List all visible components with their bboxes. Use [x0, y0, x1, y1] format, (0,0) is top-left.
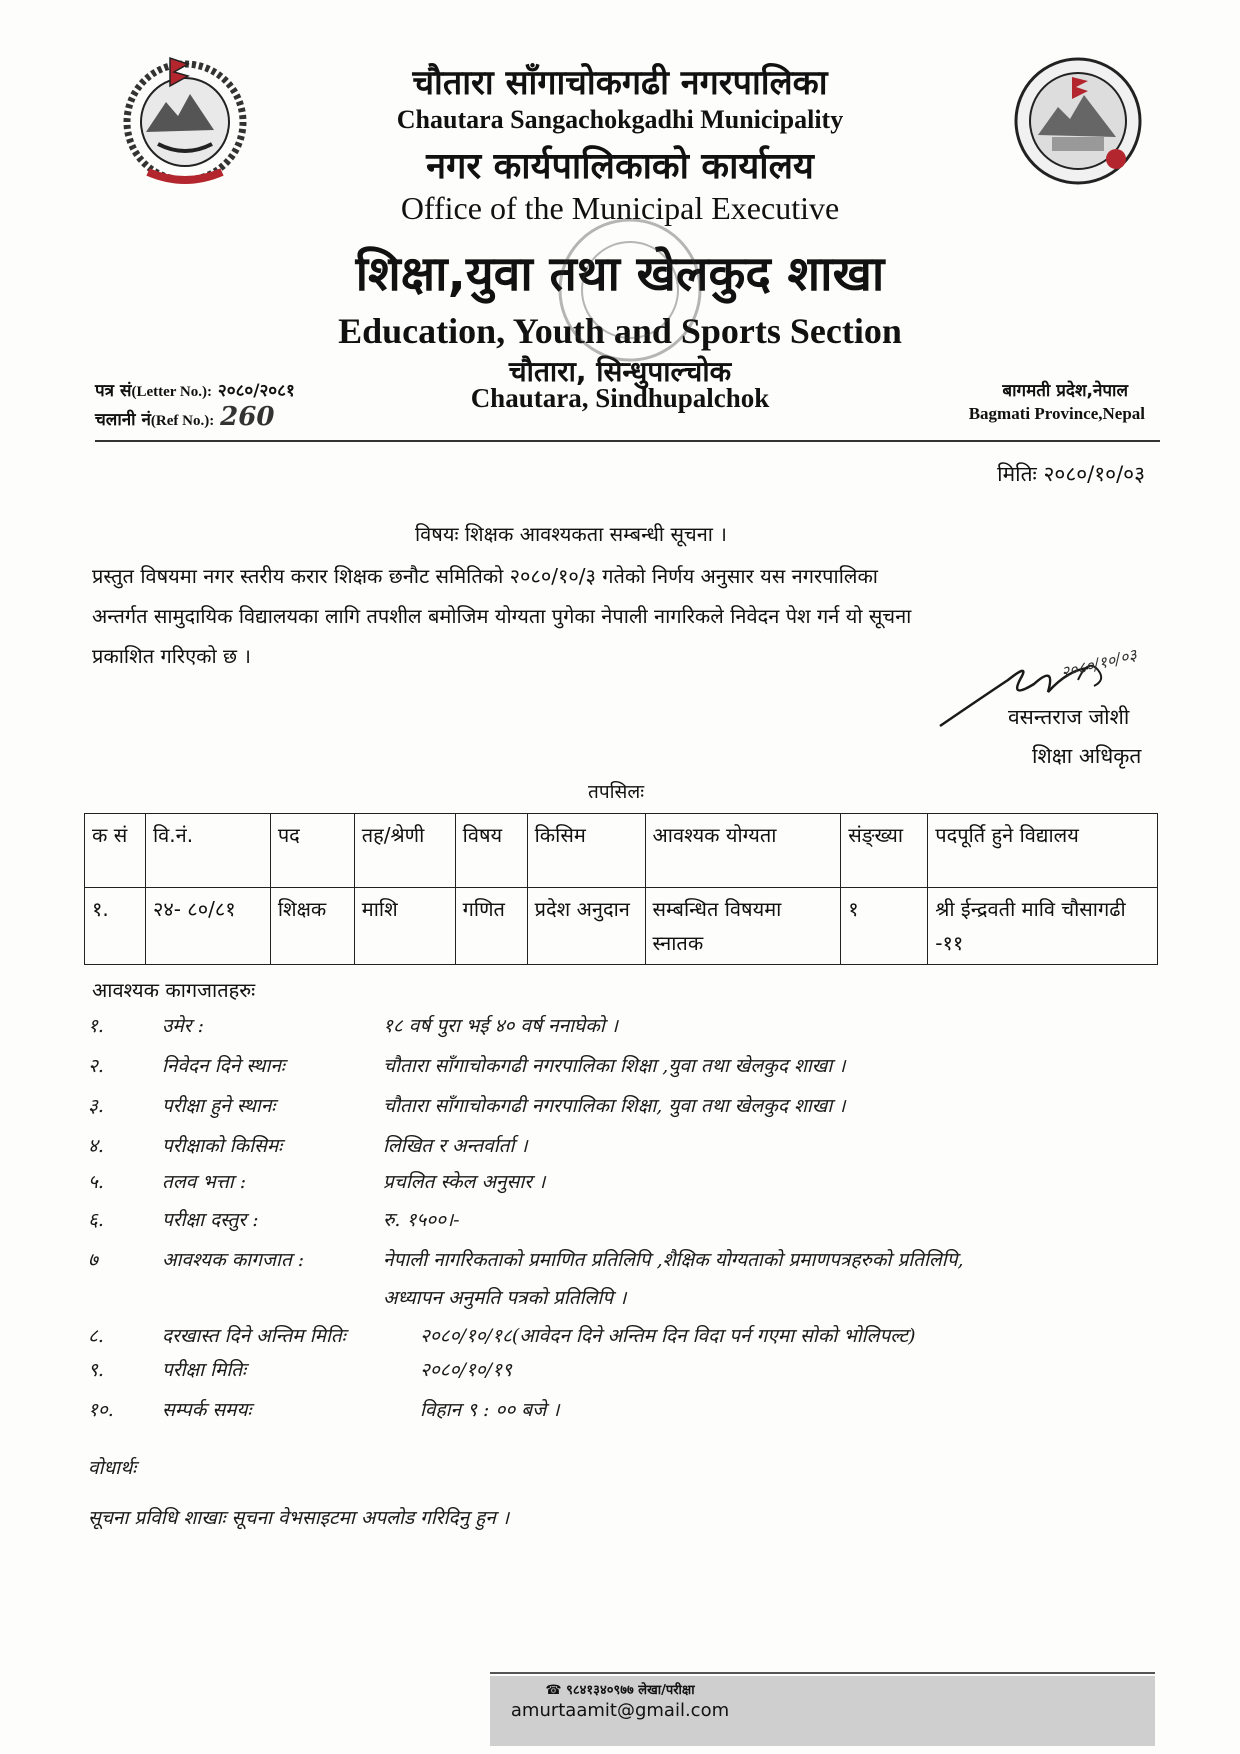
cell-adv-no: २४- ८०/८१: [145, 888, 270, 965]
item-number: ५.: [88, 1171, 104, 1193]
ref-no-value: 260: [220, 402, 275, 432]
item-number: ८.: [88, 1325, 104, 1347]
province-en-text: Bagmati Province,Nepal: [968, 404, 1145, 423]
cell-level: माशि: [354, 888, 455, 965]
item-number: ३.: [88, 1095, 104, 1117]
details-heading: तपसिलः: [588, 781, 645, 803]
item-value: नेपाली नागरिकताको प्रमाणित प्रतिलिपि ,शैक्षिक योग्यताको प्रमाणपत्रहरुको प्रतिलिपि,: [383, 1249, 964, 1271]
item-number: १.: [88, 1015, 104, 1037]
table-header-row: [85, 814, 1158, 888]
cell-type: प्रदेश अनुदान: [527, 888, 645, 965]
body-line-2: अन्तर्गत सामुदायिक विद्यालयका लागि तपशील बमोजिम योग्यता पुगेका नेपाली नागरिकले निवेदन पेश गर्न यो सूचना: [92, 604, 912, 628]
cc-line: सूचना प्रविधि शाखाः सूचना वेभसाइटमा अपलोड गरिदिनु हुन ।: [88, 1507, 510, 1529]
col-header-count: संङ्ख्या: [841, 814, 928, 888]
place-en: Chautara, Sindhupalchok: [470, 383, 770, 413]
province-np: बागमती प्रदेश,नेपाल: [1002, 381, 1128, 401]
table-row: [85, 888, 1158, 965]
org-name-np: चौतारा साँगाचोकगढी नगरपालिका: [412, 63, 828, 103]
col-header-school: पदपूर्ति हुने विद्यालय: [928, 814, 1158, 888]
item-value: २०८०/१०/१९: [420, 1359, 512, 1381]
footer-phone: [0, 1680, 1240, 1698]
item-label: उमेर :: [162, 1015, 204, 1037]
col-header-type: किसिम: [527, 814, 645, 888]
office-name-en: Office of the Municipal Executive: [400, 190, 840, 226]
footer-phone-text: ९८४१३४०९७७ लेखा/परीक्षा: [566, 1683, 695, 1698]
vacancy-table: [84, 813, 1158, 965]
item-label: परीक्षाको किसिमः: [162, 1135, 283, 1157]
cell-subject: गणित: [455, 888, 527, 965]
body-line-1: प्रस्तुत विषयमा नगर स्तरीय करार शिक्षक छनौट समितिको २०८०/१०/३ गतेको निर्णय अनुसार यस नगरपालिका: [92, 564, 878, 588]
item-value: २०८०/१०/१८(आवेदन दिने अन्तिम दिन विदा पर्न गएमा सोको भोलिपल्ट): [420, 1325, 916, 1347]
col-header-qualification: आवश्यक योग्यता: [645, 814, 841, 888]
phone-icon: ☎: [545, 1683, 562, 1698]
item-value: चौतारा साँगाचोकगढी नगरपालिका शिक्षा ,युवा तथा खेलकुद शाखा ।: [383, 1055, 846, 1077]
col-header-sn: क सं: [85, 814, 146, 888]
signature-date: २०८०/१०/०३: [1058, 644, 1139, 683]
col-header-adv-no: वि.नं.: [145, 814, 270, 888]
item-number: ७: [88, 1249, 98, 1271]
letter-no-label-en: (Letter No.):: [131, 384, 212, 400]
item-value: लिखित र अन्तर्वार्ता ।: [383, 1135, 528, 1157]
item-number: ९.: [88, 1359, 104, 1381]
subject-line: विषयः शिक्षक आवश्यकता सम्बन्धी सूचना ।: [415, 522, 727, 546]
cc-heading: वोधार्थः: [88, 1457, 137, 1479]
cell-count: १: [841, 888, 928, 965]
cell-school: श्री ईन्द्रवती मावि चौसागढी -११: [928, 888, 1158, 965]
office-stamp: [555, 215, 705, 365]
letter-date: मितिः २०८०/१०/०३: [997, 462, 1145, 486]
ref-number: [95, 402, 274, 432]
item-number: ४.: [88, 1135, 104, 1157]
office-name-np: नगर कार्यपालिकाको कार्यालय: [426, 146, 814, 187]
item-label: परीक्षा मितिः: [162, 1359, 246, 1381]
letter-number: [95, 378, 295, 401]
footer-email: amurtaamit@gmail.com: [510, 1700, 730, 1721]
signatory-title: शिक्षा अधिकृत: [1032, 744, 1142, 768]
item-label: परीक्षा दस्तुर :: [162, 1209, 259, 1231]
cell-post: शिक्षक: [270, 888, 354, 965]
col-header-level: तह/श्रेणी: [354, 814, 455, 888]
item-value: प्रचलित स्केल अनुसार ।: [383, 1171, 546, 1193]
cell-sn: १.: [85, 888, 146, 965]
item-value: १८ वर्ष पुरा भई ४० वर्ष ननाघेको ।: [383, 1015, 619, 1037]
col-header-subject: विषय: [455, 814, 527, 888]
letter-no-value: २०८०/२०८१: [217, 381, 295, 401]
item-number: २.: [88, 1055, 104, 1077]
header-divider: [95, 440, 1160, 442]
cell-qualification: सम्बन्धित विषयमा स्नातक: [645, 888, 841, 965]
body-line-3: प्रकाशित गरिएको छ ।: [92, 644, 251, 668]
province-en: [969, 404, 1145, 424]
ref-no-label-en: (Ref No.):: [150, 413, 215, 429]
item-label: दरखास्त दिने अन्तिम मितिः: [162, 1325, 346, 1347]
item-number: ६.: [88, 1209, 104, 1231]
item-number: १०.: [88, 1399, 114, 1421]
section-name-np: शिक्षा,युवा तथा खेलकुद शाखा: [355, 246, 885, 302]
item-value: विहान ९ : ०० बजे ।: [420, 1399, 560, 1421]
item-label: परीक्षा हुने स्थानः: [162, 1095, 276, 1117]
item-label: तलव भत्ता :: [162, 1171, 247, 1193]
section-name-en: Education, Youth and Sports Section: [338, 311, 902, 351]
place-np: चौतारा, सिन्धुपाल्चोक: [508, 355, 732, 388]
item-label: आवश्यक कागजात :: [162, 1249, 305, 1271]
signatory-name: वसन्तराज जोशी: [1008, 705, 1130, 729]
footer-rule: [490, 1672, 1155, 1674]
item-value: रु. १५००।-: [383, 1209, 460, 1231]
col-header-post: पद: [270, 814, 354, 888]
item-value-continued: अध्यापन अनुमति पत्रको प्रतिलिपि ।: [383, 1287, 627, 1309]
item-value: चौतारा साँगाचोकगढी नगरपालिका शिक्षा, युवा तथा खेलकुद शाखा ।: [383, 1095, 846, 1117]
org-name-en: Chautara Sangachokgadhi Municipality: [396, 105, 844, 134]
requirements-heading: आवश्यक कागजातहरुः: [92, 978, 256, 1002]
letter-no-label: पत्र सं: [95, 381, 132, 401]
item-label: निवेदन दिने स्थानः: [162, 1055, 285, 1077]
ref-no-label: चलानी नं: [95, 410, 151, 430]
item-label: सम्पर्क समयः: [162, 1399, 252, 1421]
